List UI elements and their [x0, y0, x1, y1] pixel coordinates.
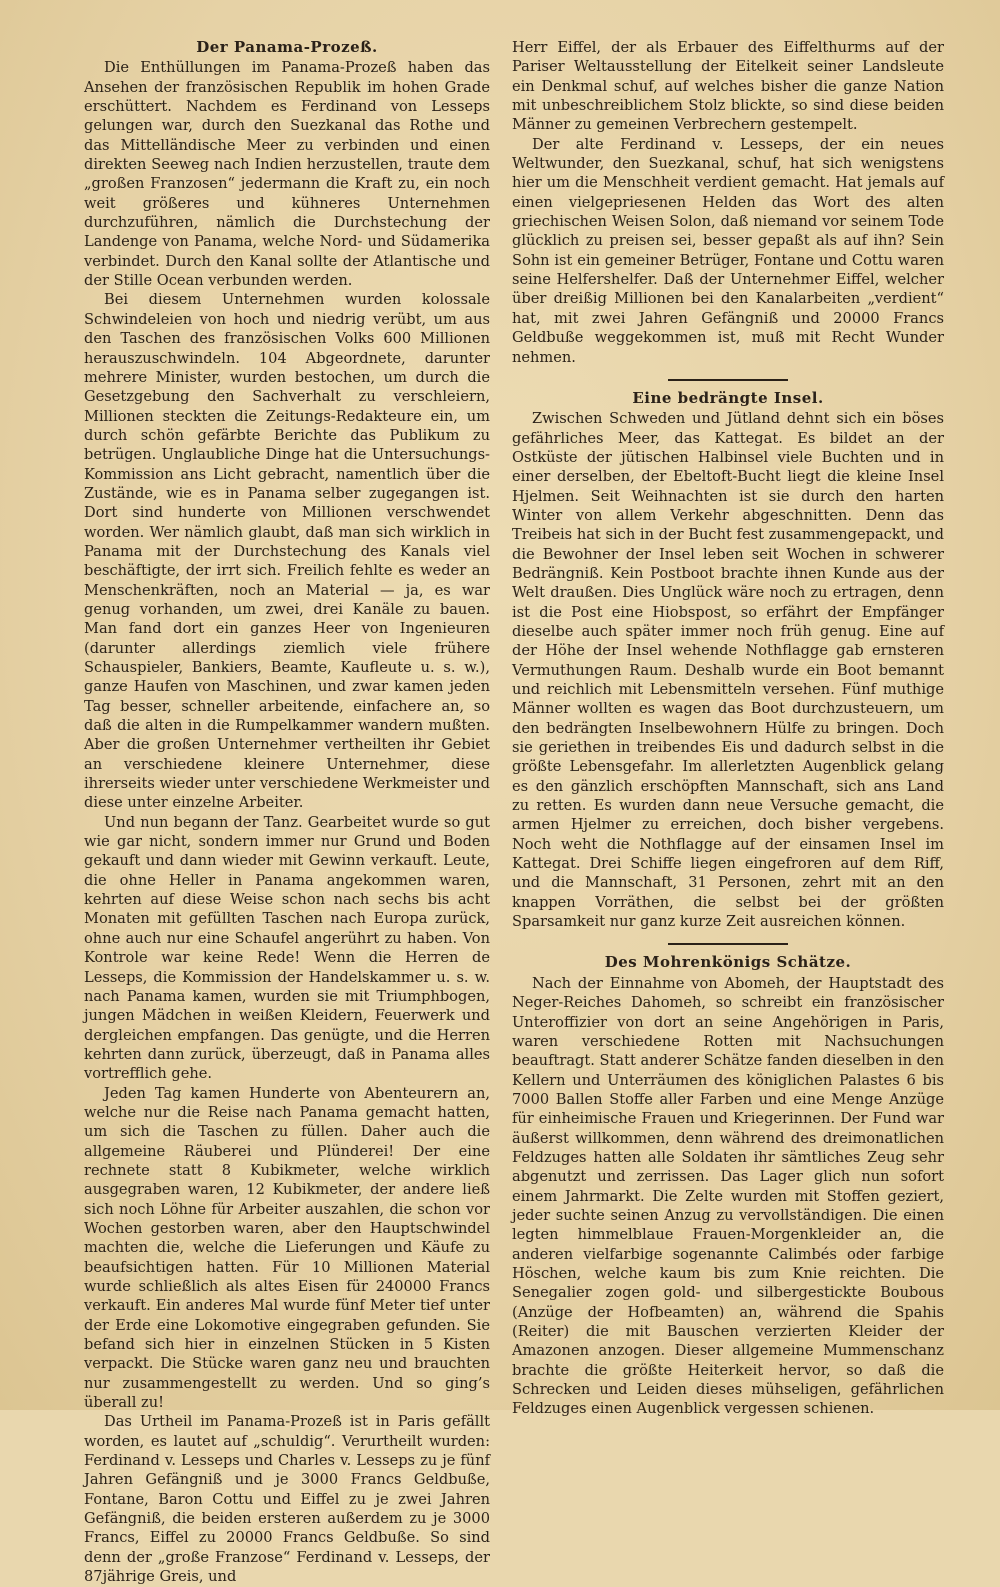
paragraph: Und nun begann der Tanz. Gearbeitet wurde so gut wie gar nicht, sondern immer nur Grund und Boden gekauft und dann wieder mit Gewinn verkauft. Leute, die ohne Heller in Panama angekommen waren, kehrten auf diese Weise schon nach sechs bis acht Monaten mit gefüllten Taschen nach Europa zurück, ohne auch nur eine Schaufel angerührt zu haben. Von Kontrole war keine Rede! Wenn die Herren de Lesseps, die Kommission der Handelskammer u. s. w. nach Panama kamen, wurden sie mit Triumphbogen, jungen Mädchen in weißen Kleidern, Feuerwerk und dergleichen empfangen. Das genügte, und die Herren kehrten dann zurück, überzeugt, daß in Panama alles vortrefflich gehe. — [84, 813, 490, 1083]
paragraph: Das Urtheil im Panama-Prozeß ist in Paris gefällt worden, es lautet auf „schuldig“. Verurtheilt wurden: Ferdinand v. Lesseps und Charles v. Lesseps zu je fünf Jahren Gefängniß und je 3000 Francs Geldbuße, Fontane, Baron Cottu und Eiffel zu je zwei Jahren Gefängniß, die beiden ersteren außerdem zu je 3000 Francs, Eiffel zu 20000 Francs Geldbuße. So sind denn der „große Franzose“ Ferdinand v. Lesseps, der 87jährige Greis, und — [84, 1413, 490, 1586]
divider-rule — [668, 379, 788, 381]
article-title-mohren: Des Mohrenkönigs Schätze. — [604, 953, 852, 972]
paragraph-continued: Herr Eiffel, der als Erbauer des Eiffelthurms auf der Pariser Weltausstellung der Eitelkeit seiner Landsleute ein Denkmal schuf, auf welches bisher die ganze Nation mit unbeschreiblichem Stolz blickte, so sind diese beiden Männer zu gemeinen Verbrechern gestempelt. — [512, 39, 944, 134]
divider-rule — [668, 943, 788, 945]
paragraph: Der alte Ferdinand v. Lesseps, der ein neues Weltwunder, den Suezkanal, schuf, hat sich wenigstens hier um die Menschheit verdient gemacht. Hat jemals auf einen vielgepriesenen Helden das Wort des alten griechischen Weisen Solon, daß niemand vor seinem Tode glücklich zu preisen sei, besser gepaßt als auf ihn? Sein Sohn ist ein gemeiner Betrüger, Fontane und Cottu waren seine Helfershelfer. Daß der Unternehmer Eiffel, welcher über dreißig Millionen bei den Kanalarbeiten „verdient“ hat, mit zwei Jahren Gefängniß und 20000 Francs Geldbuße weggekommen ist, muß mit Recht Wunder nehmen. — [512, 135, 944, 366]
paragraph: Jeden Tag kamen Hunderte von Abenteurern an, welche nur die Reise nach Panama gemacht hatten, um sich die Taschen zu füllen. Daher auch die allgemeine Räuberei und Plünderei! Der eine rechnete statt 8 Kubikmeter, welche wirklich ausgegraben waren, 12 Kubikmeter, der andere ließ sich noch Löhne für Arbeiter auszahlen, die schon vor Wochen gestorben waren, aber den Hauptschwindel machten die, welche die Lieferungen und Käufe zu beaufsichtigen hatten. Für 10 Millionen Material wurde schließlich als altes Eisen für 240000 Francs verkauft. Ein anderes Mal wurde fünf Meter tief unter der Erde eine Lokomotive eingegraben gefunden. Sie befand sich hier in einzelnen Stücken in 5 Kisten verpackt. Die Stücke waren ganz neu und brauchten nur zusammengestellt zu werden. Und so ging’s überall zu! — [84, 1084, 490, 1412]
paragraph: Bei diesem Unternehmen wurden kolossale Schwindeleien von hoch und niedrig verübt, um aus den Taschen des französischen Volks 600 Millionen herauszuschwindeln. 104 Abgeordnete, darunter mehrere Minister, wurden bestochen, um durch die Gesetzgebung den Sachverhalt zu verschleiern, Millionen steckten die Zeitungs-Redakteure ein, um durch schön gefärbte Berichte das Publikum zu betrügen. Unglaubliche Dinge hat die Untersuchungs-Kommission ans Licht gebracht, namentlich über die Zustände, wie es in Panama selber zugegangen ist. Dort sind hunderte von Millionen verschwendet worden. Wer nämlich glaubt, daß man sich wirklich in Panama mit der Durchstechung des Kanals viel beschäftigte, der irrt sich. Freilich fehlte es weder an Menschenkräften, noch an Material — ja, es war genug vorhanden, um zwei, drei Kanäle zu bauen. Man fand dort ein ganzes Heer von Ingenieuren (darunter allerdings ziemlich viele frühere Schauspieler, Bankiers, Beamte, Kaufleute u. s. w.), ganze Haufen von Maschinen, und zwar kamen jeden Tag besser, schneller arbeitende, einfachere an, so daß die alten in die Rumpelkammer wandern mußten. Aber die großen Unternehmer vertheilten ihr Gebiet an verschiedene kleinere Unternehmer, diese ihrerseits wieder unter verschiedene Werkmeister und diese unter einzelne Arbeiter. — [84, 291, 490, 812]
left-column — [84, 38, 490, 1587]
right-column — [512, 38, 944, 1419]
paragraph: Zwischen Schweden und Jütland dehnt sich ein böses gefährliches Meer, das Kattegat. Es bildet an der Ostküste der jütischen Halbinsel viele Buchten und in einer derselben, der Ebeltoft-Bucht liegt die kleine Insel Hjelmen. Seit Weihnachten ist sie durch den harten Winter von allem Verkehr abgeschnitten. Denn das Treibeis hat sich in der Bucht fest zusammengepackt, und die Bewohner der Insel leben seit Wochen in schwerer Bedrängniß. Kein Postboot brachte ihnen Kunde aus der Welt draußen. Dies Unglück wäre noch zu ertragen, denn ist die Post eine Hiobspost, so erfährt der Empfänger dieselbe auch später immer noch früh genug. Eine auf der Höhe der Insel wehende Nothflagge gab ernsteren Vermuthungen Raum. Deshalb wurde ein Boot bemannt und reichlich mit Lebensmitteln versehen. Fünf muthige Männer wollten es wagen das Boot durchzusteuern, um den bedrängten Inselbewohnern Hülfe zu bringen. Doch sie geriethen in treibendes Eis und dadurch selbst in die größte Lebensgefahr. Im allerletzten Augenblick gelang es den gänzlich erschöpften Mannschaft, sich ans Land zu retten. Es wurden dann neue Versuche gemacht, die armen Hjelmer zu erreichen, doch bisher vergebens. Noch weht die Nothflagge auf der einsamen Insel im Kattegat. Drei Schiffe liegen eingefroren auf dem Riff, und die Mannschaft, 31 Personen, zehrt mit an den knappen Vorräthen, die selbst bei der größten Sparsamkeit nur ganz kurze Zeit ausreichen können. — [512, 410, 944, 931]
paragraph: Die Enthüllungen im Panama-Prozeß haben das Ansehen der französischen Republik im hohen Grade erschüttert. Nachdem es Ferdinand von Lesseps gelungen war, durch den Suezkanal das Rothe und das Mittelländische Meer zu verbinden und einen direkten Seeweg nach Indien herzustellen, traute dem „großen Franzosen“ jedermann die Kraft zu, ein noch weit größeres und kühneres Unternehmen durchzuführen, nämlich die Durchstechung der Landenge von Panama, welche Nord- und Südamerika verbindet. Durch den Kanal sollte der Atlantische und der Stille Ocean verbunden werden. — [84, 59, 490, 290]
article-title-insel: Eine bedrängte Insel. — [632, 388, 824, 407]
article-title-panama: Der Panama-Prozeß. — [196, 38, 378, 56]
paragraph: Nach der Einnahme von Abomeh, der Hauptstadt des Neger-Reiches Dahomeh, so schreibt ein französischer Unteroffizier von dort an seine Angehörigen in Paris, waren verschiedene Rotten mit Nachsuchungen beauftragt. Statt anderer Schätze fanden dieselben in den Kellern und Unterräumen des königlichen Palastes 6 bis 7000 Ballen Stoffe aller Farben und eine Menge Anzüge für einheimische Frauen und Kriegerinnen. Der Fund war äußerst willkommen, denn während des dreimonatlichen Feldzuges hatten alle Soldaten ihr sämtliches Zeug sehr abgenutzt und zerrissen. Das Lager glich nun sofort einem Jahrmarkt. Die Zelte wurden mit Stoffen geziert, jeder suchte seinen Anzug zu vervollständigen. Die einen legten himmelblaue Frauen-Morgenkleider an, die anderen vielfarbige sogenannte Calimbés oder farbige Höschen, welche kaum bis zum Knie reichten. Die Senegalier zogen gold- und silbergestickte Boubous (Anzüge der Hofbeamten) an, während die Spahis (Reiter) die mit Bauschen verzierten Kleider der Amazonen anzogen. Dieser allgemeine Mummenschanz brachte die größte Heiterkeit hervor, so daß die Schrecken und Leiden dieses mühseligen, gefährlichen Feldzuges einen Augenblick vergessen schienen. — [512, 974, 944, 1418]
